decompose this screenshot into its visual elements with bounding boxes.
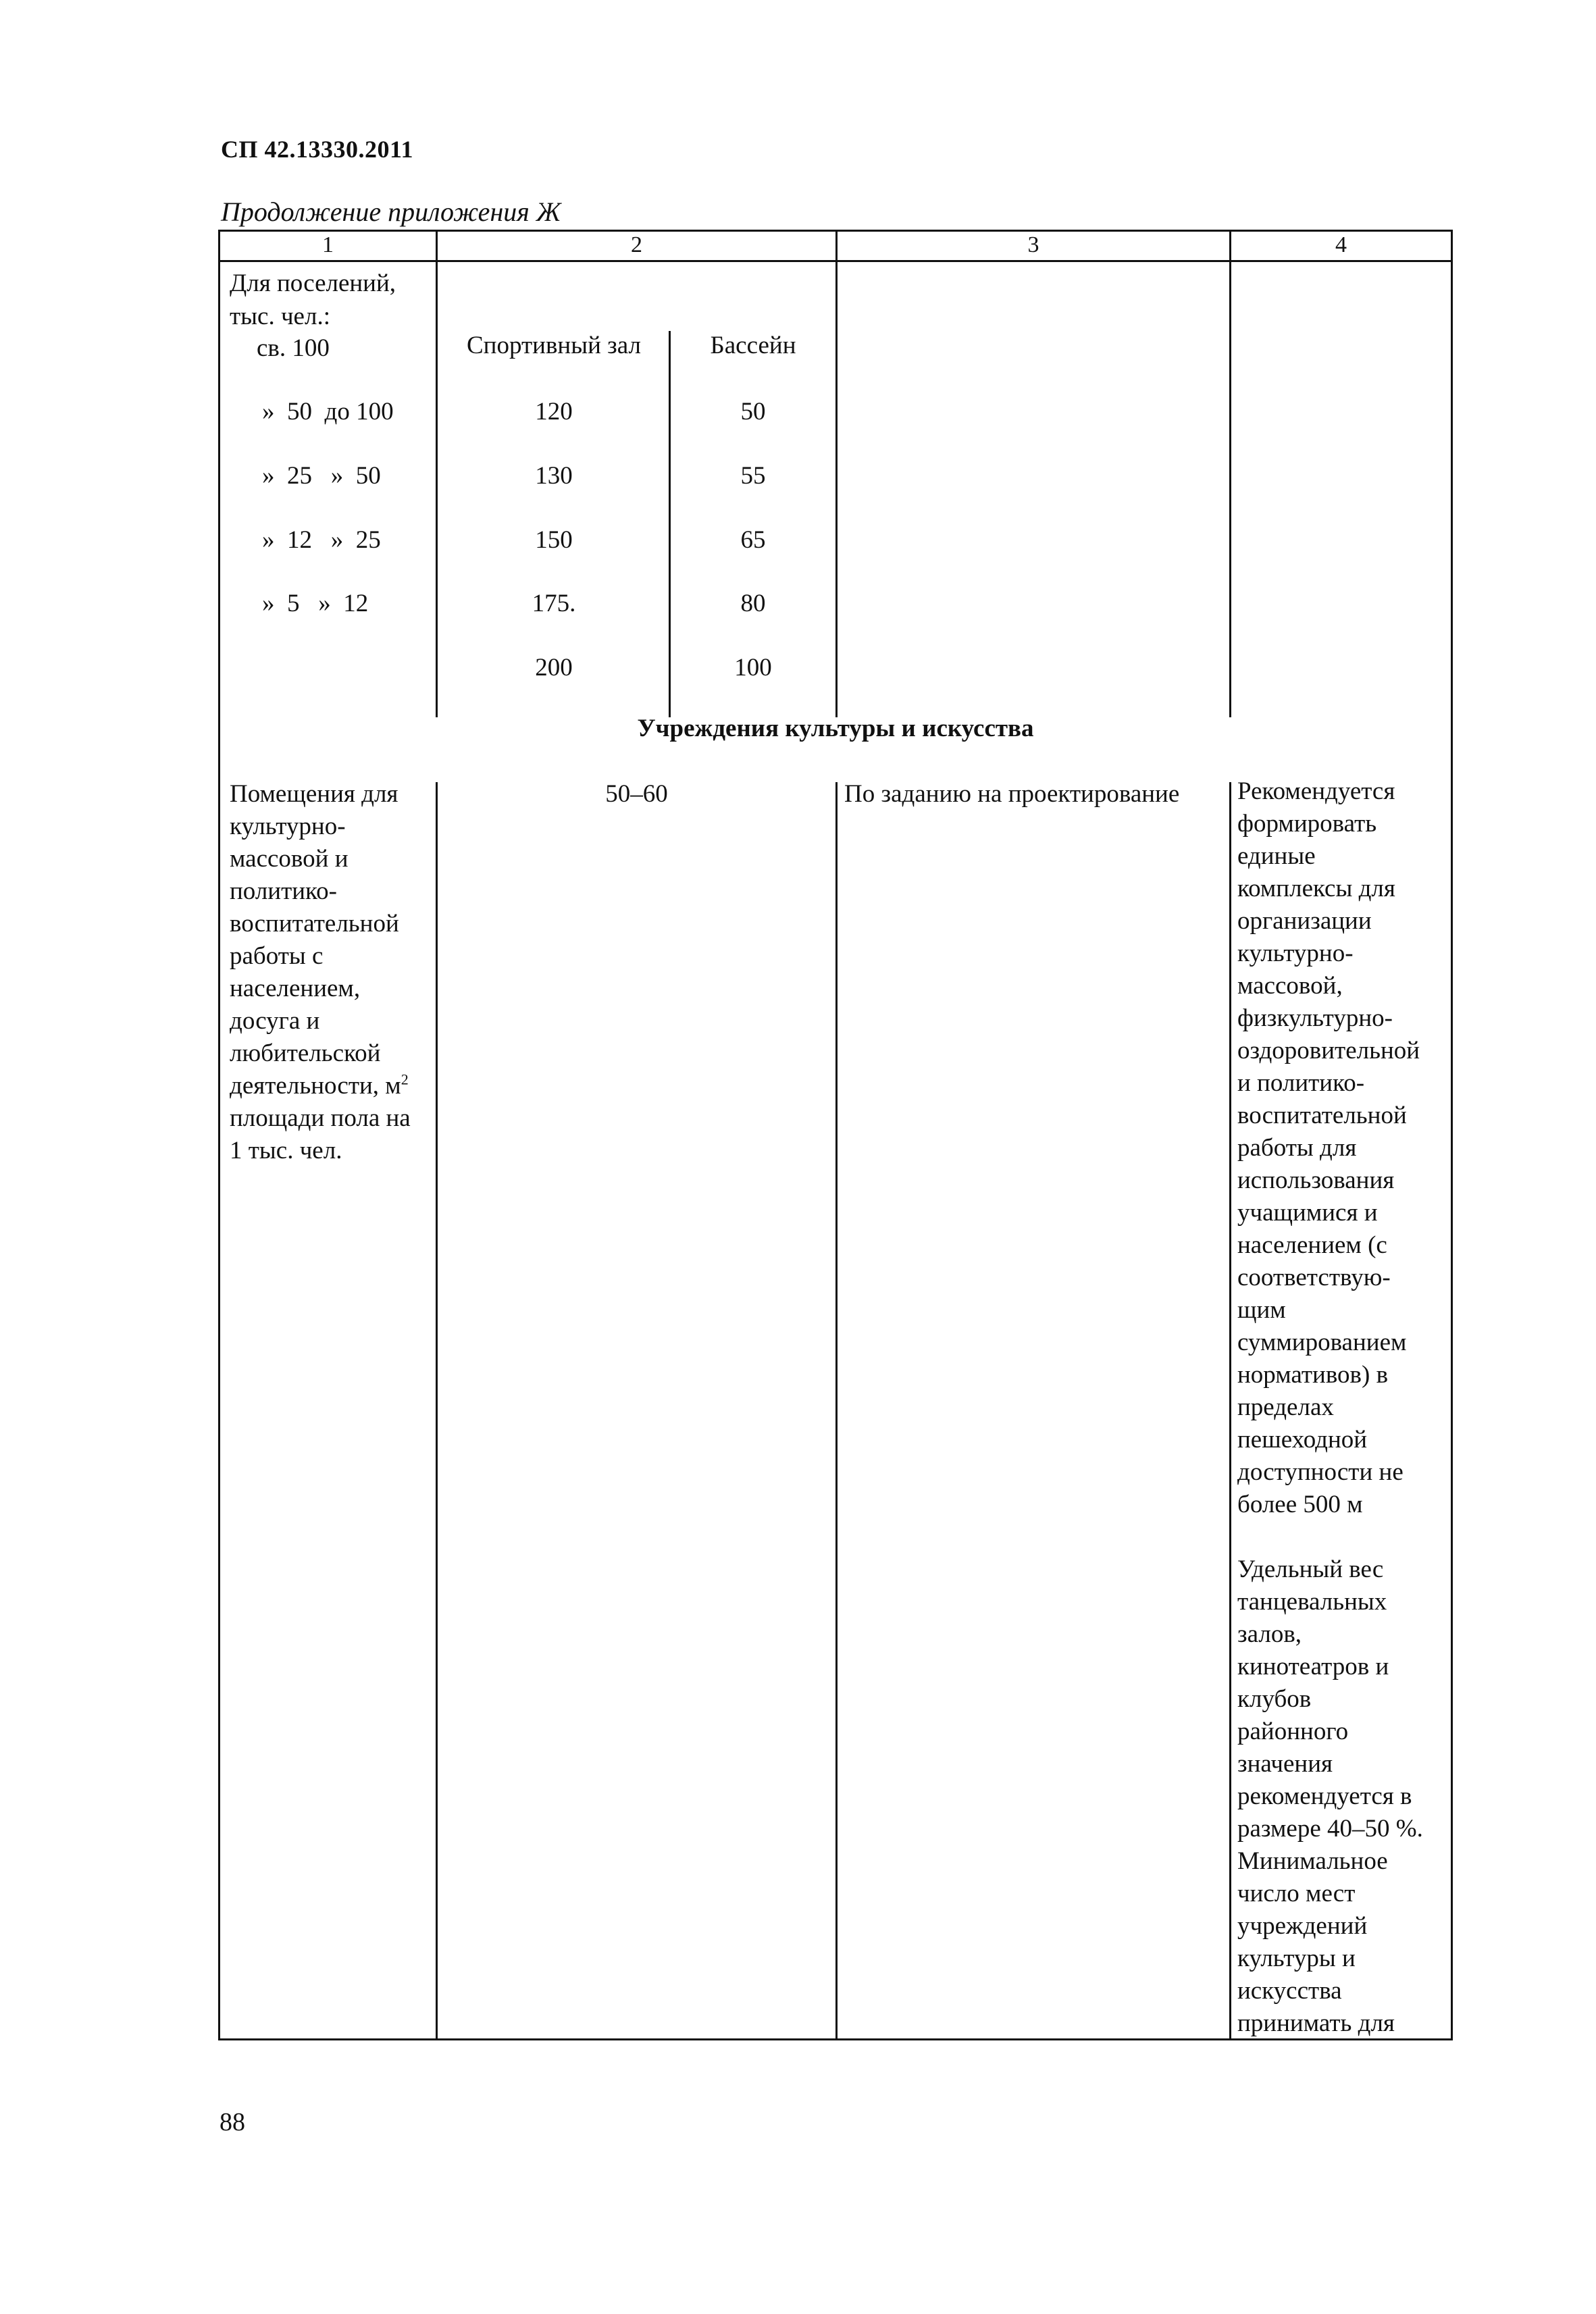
pool-value: 50 — [740, 398, 766, 426]
pool-value: 55 — [740, 462, 766, 490]
culture-row-norm: 50–60 — [605, 780, 668, 808]
notes-line: клубов — [1237, 1685, 1312, 1713]
range-row-1: св. 100 — [257, 334, 330, 362]
culture-row-notes — [1237, 775, 1450, 2040]
sport-hall-value: 150 — [535, 526, 573, 554]
notes-line: значения — [1237, 1750, 1333, 1778]
notes-line: физкультурно- — [1237, 1004, 1393, 1032]
notes-paragraph-gap — [1237, 1521, 1450, 1553]
notes-line: комплексы для — [1237, 875, 1395, 902]
notes-line: рекомендуется в — [1237, 1782, 1412, 1810]
table-left-border — [218, 230, 220, 2040]
settlements-label-line-2: тыс. чел.: — [230, 303, 330, 330]
notes-line: формировать — [1237, 810, 1377, 838]
col2-separator-upper — [835, 230, 838, 717]
column-number-4: 4 — [1335, 232, 1347, 257]
column-number-2: 2 — [631, 232, 642, 257]
notes-line: культурно- — [1237, 940, 1354, 967]
col3-separator-lower — [1229, 782, 1231, 2040]
range-row-3: » 25 » 50 — [262, 462, 381, 490]
subheader-pool: Бассейн — [710, 332, 796, 359]
table-right-border — [1451, 230, 1453, 2040]
document-code: СП 42.13330.2011 — [221, 136, 414, 163]
subcolumn-separator — [669, 331, 671, 717]
pool-value: 100 — [734, 654, 772, 682]
notes-line: Минимальное — [1237, 1847, 1388, 1875]
description-line: деятельности, м — [230, 1072, 401, 1100]
description-line: воспитательной — [230, 910, 399, 937]
range-row-5: » 5 » 12 — [262, 590, 369, 617]
sport-hall-value: 130 — [535, 462, 573, 490]
page-number: 88 — [220, 2108, 245, 2136]
notes-line: районного — [1237, 1718, 1349, 1745]
notes-line: единые — [1237, 842, 1316, 870]
notes-line: кинотеатров и — [1237, 1653, 1389, 1680]
continuation-title: Продолжение приложения Ж — [221, 197, 561, 227]
description-line: работы с — [230, 942, 324, 970]
range-row-2: » 50 до 100 — [262, 398, 394, 426]
settlements-label-line-1: Для поселений, — [230, 269, 396, 297]
sport-hall-value: 120 — [535, 398, 573, 426]
description-line: населением, — [230, 975, 361, 1002]
notes-line: культуры и — [1237, 1945, 1356, 1972]
description-line: Помещения для — [230, 780, 398, 808]
notes-line: число мест — [1237, 1880, 1356, 1907]
notes-line: Рекомендуется — [1237, 777, 1395, 805]
description-line: политико- — [230, 877, 337, 905]
notes-line: соответствую- — [1237, 1264, 1391, 1291]
description-line: любительской — [230, 1039, 381, 1067]
notes-line: искусства — [1237, 1977, 1342, 2005]
notes-line: танцевальных — [1237, 1588, 1387, 1616]
notes-line: принимать для — [1237, 2009, 1395, 2037]
notes-line: пешеходной — [1237, 1426, 1368, 1454]
description-line: досуга и — [230, 1007, 320, 1035]
description-line: площади пола на — [230, 1104, 411, 1132]
notes-line: Удельный вес — [1237, 1555, 1384, 1583]
description-line: массовой и — [230, 845, 349, 873]
notes-line: более 500 м — [1237, 1491, 1363, 1518]
notes-line: нормативов) в — [1237, 1361, 1389, 1389]
notes-line: учащимися и — [1237, 1199, 1378, 1227]
notes-line: работы для — [1237, 1134, 1357, 1162]
notes-line: суммированием — [1237, 1329, 1407, 1356]
range-row-4: » 12 » 25 — [262, 526, 381, 554]
col1-separator-upper — [436, 230, 438, 717]
notes-line: доступности не — [1237, 1458, 1404, 1486]
culture-row-placement: По заданию на проектирование — [844, 780, 1180, 808]
notes-line: оздоровительной — [1237, 1037, 1420, 1064]
description-line: культурно- — [230, 813, 346, 840]
description-line: 1 тыс. чел. — [230, 1137, 342, 1164]
column-number-1: 1 — [322, 232, 334, 257]
culture-row-description — [230, 778, 432, 1167]
unit-superscript: 2 — [401, 1071, 409, 1088]
col3-separator-upper — [1229, 230, 1231, 717]
notes-line: массовой, — [1237, 972, 1343, 1000]
pool-value: 80 — [740, 590, 766, 617]
notes-line: залов, — [1237, 1620, 1302, 1648]
col1-separator-lower — [436, 782, 438, 2040]
notes-line: воспитательной — [1237, 1102, 1407, 1129]
pool-value: 65 — [740, 526, 766, 554]
sport-hall-value: 175. — [532, 590, 576, 617]
subheader-sport-hall: Спортивный зал — [467, 332, 641, 359]
notes-line: и политико- — [1237, 1069, 1365, 1097]
col2-separator-lower — [835, 782, 838, 2040]
section-title: Учреждения культуры и искусства — [637, 715, 1034, 742]
column-number-3: 3 — [1027, 232, 1039, 257]
notes-line: учреждений — [1237, 1912, 1368, 1940]
sport-hall-value: 200 — [535, 654, 573, 682]
notes-line: организации — [1237, 907, 1372, 935]
notes-line: размере 40–50 %. — [1237, 1815, 1423, 1843]
notes-line: щим — [1237, 1296, 1286, 1324]
notes-line: использования — [1237, 1166, 1395, 1194]
notes-line: пределах — [1237, 1393, 1334, 1421]
notes-line: населением (с — [1237, 1231, 1387, 1259]
description-line-with-unit — [230, 1070, 432, 1102]
